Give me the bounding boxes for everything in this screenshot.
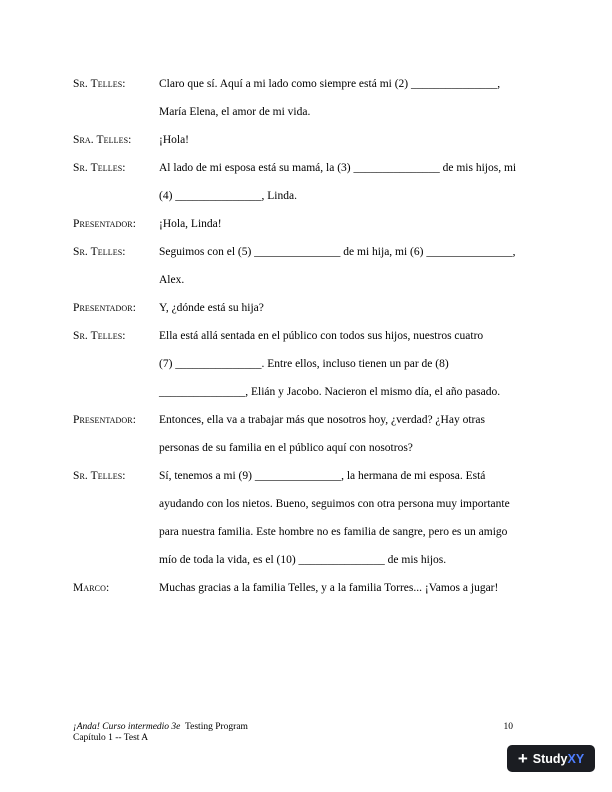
dialogue-entry — [73, 462, 543, 574]
speech-text — [159, 322, 543, 406]
speech-text — [159, 210, 543, 238]
speaker-label: Presentador: — [73, 302, 137, 314]
speaker-label: Presentador: — [73, 218, 137, 230]
speech-line: Ella está allá sentada en el público con todos sus hijos, nuestros cuatro — [159, 330, 484, 342]
speech-line: María Elena, el amor de mi vida. — [159, 106, 311, 118]
studyxy-badge[interactable] — [507, 745, 595, 772]
speech-line: (4) _______________, Linda. — [159, 190, 297, 202]
book-title: ¡Anda! Curso intermedio 3e — [73, 722, 181, 732]
speech-text — [159, 462, 543, 574]
dialogue-entry — [73, 406, 543, 462]
speech-line: Sí, tenemos a mi (9) _______________, la hermana de mi esposa. Está — [159, 470, 486, 482]
speech-text — [159, 406, 543, 462]
speech-line: Entonces, ella va a trabajar más que nosotros hoy, ¿verdad? ¿Hay otras — [159, 414, 485, 426]
speaker-label: Sr. Telles: — [73, 78, 126, 90]
chapter-label: Capítulo 1 -- Test A — [73, 733, 149, 743]
speech-line: ayudando con los nietos. Bueno, seguimos con otra persona muy importante — [159, 498, 510, 510]
speech-text — [159, 126, 543, 154]
page-footer — [73, 722, 513, 744]
dialogue-transcript — [73, 70, 543, 602]
speech-line: Alex. — [159, 274, 185, 286]
speech-line: Al lado de mi esposa está su mamá, la (3) _______________ de mis hijos, mi — [159, 162, 517, 174]
dialogue-entry — [73, 126, 543, 154]
speaker-label: Presentador: — [73, 414, 137, 426]
speaker-label: Sr. Telles: — [73, 470, 126, 482]
dialogue-entry — [73, 154, 543, 210]
speaker-label: Marco: — [73, 582, 110, 594]
dialogue-entry — [73, 70, 543, 126]
speech-line: personas de su familia en el público aquí con nosotros? — [159, 442, 413, 454]
speech-line: ¡Hola! — [159, 134, 190, 146]
speech-line: ¡Hola, Linda! — [159, 218, 222, 230]
speech-text — [159, 238, 543, 294]
plus-icon: + — [517, 749, 528, 768]
brand-word: Study — [532, 751, 568, 766]
speech-text — [159, 294, 543, 322]
speech-line: Muchas gracias a la familia Telles, y a la familia Torres... ¡Vamos a jugar! — [159, 582, 499, 594]
speaker-label: Sra. Telles: — [73, 134, 132, 146]
speaker-label: Sr. Telles: — [73, 246, 126, 258]
dialogue-entry — [73, 238, 543, 294]
speech-text — [159, 70, 543, 126]
speech-line: _______________, Elián y Jacobo. Nacieron el mismo día, el año pasado. — [159, 386, 501, 398]
dialogue-entry — [73, 294, 543, 322]
speech-line: Y, ¿dónde está su hija? — [159, 302, 264, 314]
dialogue-entry — [73, 574, 543, 602]
dialogue-entry — [73, 210, 543, 238]
dialogue-entry — [73, 322, 543, 406]
speech-line: para nuestra familia. Este hombre no es familia de sangre, pero es un amigo — [159, 526, 508, 538]
speech-line: mío de toda la vida, es el (10) _______________ de mis hijos. — [159, 554, 447, 566]
speaker-label: Sr. Telles: — [73, 330, 126, 342]
footer-line-1 — [73, 722, 513, 733]
speech-line: Claro que sí. Aquí a mi lado como siempre está mi (2) _______________, — [159, 78, 501, 90]
speech-line: (7) _______________. Entre ellos, incluso tienen un par de (8) — [159, 358, 449, 370]
speech-line: Seguimos con el (5) _______________ de mi hija, mi (6) _______________, — [159, 246, 516, 258]
program-label: Testing Program — [185, 722, 248, 732]
brand-accent: XY — [567, 751, 585, 766]
speech-text — [159, 574, 543, 602]
page-number: 10 — [503, 722, 513, 732]
speaker-label: Sr. Telles: — [73, 162, 126, 174]
speech-text — [159, 154, 543, 210]
